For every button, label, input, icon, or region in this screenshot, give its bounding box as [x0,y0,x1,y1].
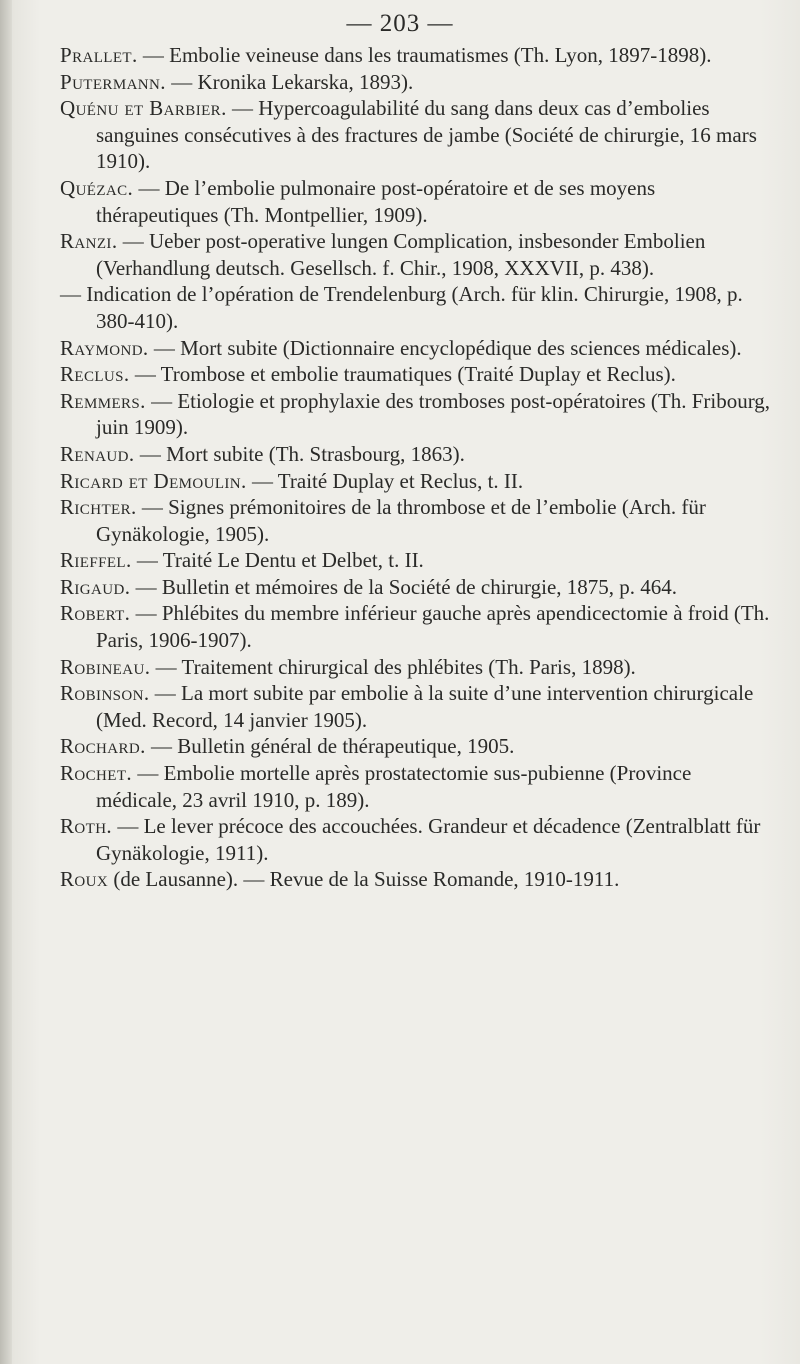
bibliography-entry [60,441,775,468]
entry-text: — Indication de l’opération de Trendelenburg (Arch. für klin. Chirurgie, 1908, p. 380-410). [60,282,743,333]
bibliography-entry [60,547,775,574]
entry-author: Reclus. [60,362,130,387]
entry-text: — Phlébites du membre inférieur gauche après apendicectomie à froid (Th. Paris, 1906-1907). [96,601,770,653]
entry-text: (de Lausanne). — Revue de la Suisse Romande, 1910-1911. [108,867,620,892]
entry-text: — De l’embolie pulmonaire post-opératoire et de ses moyens thérapeutiques (Th. Montpellier, 1909). [96,175,656,227]
entry-author: Roux [60,867,109,892]
entry-text: — Traité Le Dentu et Delbet, t. II. [131,548,424,573]
bibliography-list [60,42,775,893]
entry-text: — Signes prémonitoires de la thrombose et de l’embolie (Arch. für Gynäkologie, 1905). [96,495,706,546]
bibliography-entry [60,69,775,96]
entry-author: Robinson. [60,681,150,706]
bibliography-entry [60,388,775,441]
bibliography-entry [60,281,775,334]
entry-text: — Traitement chirurgical des phlébites (Th. Paris, 1898). [150,654,636,679]
entry-text: — Mort subite (Dictionnaire encyclopédique des sciences médicales). [148,335,742,360]
bibliography-entry [60,95,775,175]
bibliography-entry [60,335,775,362]
entry-author: Robineau. [60,654,151,679]
entry-text: — Le lever précoce des accouchées. Grandeur et décadence (Zentralblatt für Gynäkologie, 1911). [96,814,761,865]
entry-author: Quénu et Barbier. [60,96,227,121]
bibliography-entry [60,574,775,601]
entry-author: Robert. [60,601,131,626]
entry-author: Putermann. [60,69,166,94]
bibliography-entry [60,600,775,653]
bibliography-entry [60,813,775,866]
entry-author: Renaud. [60,441,135,466]
page-number: — 203 — [346,10,454,37]
entry-author: Rigaud. [60,574,131,599]
bibliography-entry [60,654,775,681]
entry-text: — Hypercoagulabilité du sang dans deux cas d’embolies sanguines consécutives à des fractures de jambe (Société de chirurgie, 16 mars 1910). [96,96,757,174]
bibliography-entry [60,42,775,69]
entry-text: — La mort subite par embolie à la suite d’une intervention chirurgicale (Med. Record, 14 janvier 1905). [96,681,754,732]
entry-author: Rieffel. [60,548,132,573]
entry-text: — Bulletin général de thérapeutique, 1905. [145,734,515,759]
entry-text: — Mort subite (Th. Strasbourg, 1863). [134,441,465,466]
entry-text: — Embolie veineuse dans les traumatismes (Th. Lyon, 1897-1898). [137,43,712,67]
entry-author: Quézac. [60,175,134,200]
bibliography-entry [60,468,775,495]
entry-text: — Kronika Lekarska, 1893). [165,69,414,94]
entry-author: Ranzi. [60,229,118,254]
bibliography-entry [60,866,775,893]
entry-author: Ricard et Demoulin. [60,468,247,493]
bibliography-entry [60,733,775,760]
entry-text: — Trombose et embolie traumatiques (Traité Duplay et Reclus). [129,362,676,387]
entry-text: — Traité Duplay et Reclus, t. II. [246,468,524,493]
entry-author: Roth. [60,814,113,839]
entry-text: — Ueber post-operative lungen Complication, insbesonder Embolien (Verhandlung deutsch. Gesellsch. f. Chir., 1908, XXXVII, p. 438). [96,229,706,280]
bibliography-entry [60,175,775,228]
bibliography-entry [60,760,775,813]
entry-author: Raymond. [60,335,149,360]
entry-author: Remmers. [60,388,146,413]
bibliography-entry [60,228,775,281]
entry-author: Prallet. [60,43,138,67]
entry-author: Rochet. [60,761,133,786]
entry-author: Rochard. [60,734,146,759]
bibliography-entry [60,680,775,733]
bibliography-entry [60,361,775,388]
bibliography-entry [60,494,775,547]
page-binding-edge [0,0,12,1364]
entry-author: Richter. [60,495,137,520]
entry-text: — Bulletin et mémoires de la Société de chirurgie, 1875, p. 464. [130,574,678,599]
entry-text: — Embolie mortelle après prostatectomie sus-pubienne (Province médicale, 23 avril 1910, p. 189). [96,761,692,812]
entry-text: — Etiologie et prophylaxie des tromboses post-opératoires (Th. Fribourg, juin 1909). [96,388,771,440]
